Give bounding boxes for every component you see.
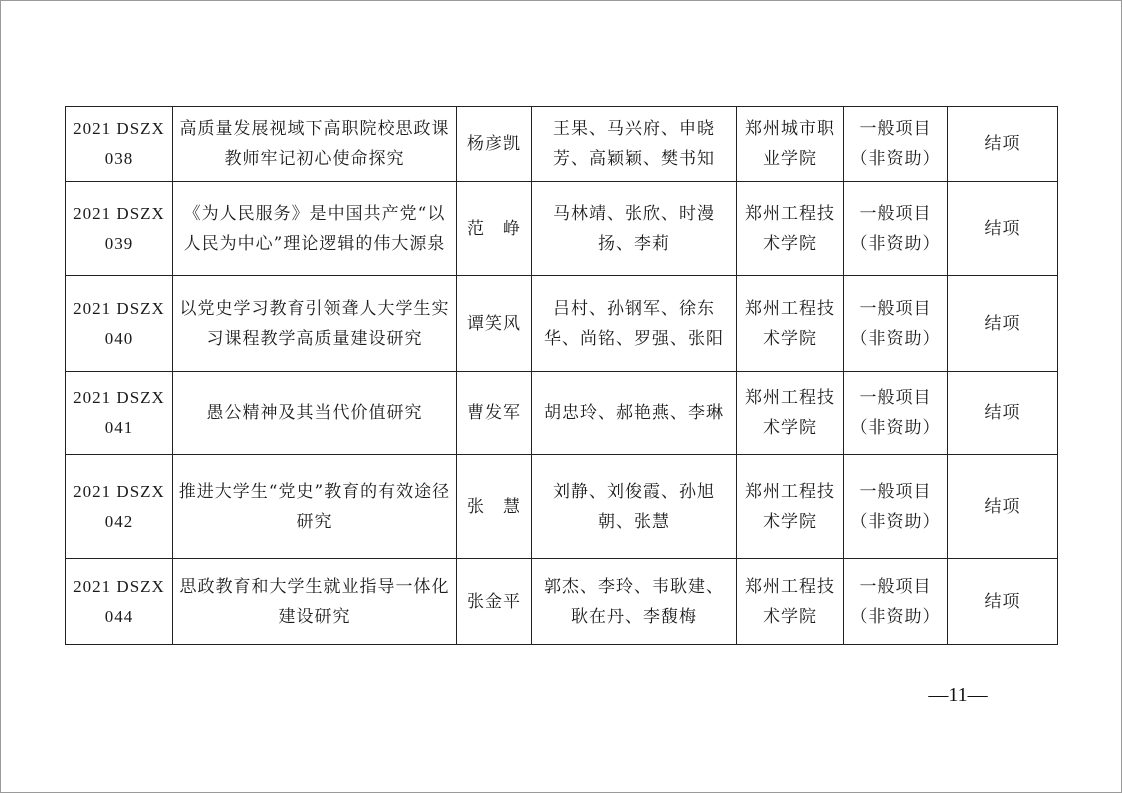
project-members-cell: 郭杰、李玲、韦耿建、耿在丹、李馥梅 bbox=[532, 559, 737, 645]
project-status-cell: 结项 bbox=[948, 372, 1058, 455]
table-row bbox=[66, 372, 1058, 455]
project-members-cell: 王果、马兴府、申晓芳、高颖颖、樊书知 bbox=[532, 107, 737, 182]
project-institution-cell: 郑州城市职业学院 bbox=[737, 107, 844, 182]
project-id-cell: 2021 DSZX 042 bbox=[66, 455, 173, 559]
project-title-cell: 《为人民服务》是中国共产党“以人民为中心”理论逻辑的伟大源泉 bbox=[173, 182, 457, 276]
project-members-cell: 刘静、刘俊霞、孙旭朝、张慧 bbox=[532, 455, 737, 559]
page-number: —11— bbox=[928, 684, 988, 706]
project-institution-cell: 郑州工程技术学院 bbox=[737, 559, 844, 645]
project-institution-cell: 郑州工程技术学院 bbox=[737, 455, 844, 559]
project-leader-cell: 张金平 bbox=[457, 559, 532, 645]
table-row bbox=[66, 276, 1058, 372]
project-leader-cell: 曹发军 bbox=[457, 372, 532, 455]
table-row bbox=[66, 182, 1058, 276]
table-row bbox=[66, 107, 1058, 182]
project-status-cell: 结项 bbox=[948, 107, 1058, 182]
table-row bbox=[66, 455, 1058, 559]
project-id-cell: 2021 DSZX 038 bbox=[66, 107, 173, 182]
project-title-cell: 以党史学习教育引领聋人大学生实习课程教学高质量建设研究 bbox=[173, 276, 457, 372]
project-id-cell: 2021 DSZX 044 bbox=[66, 559, 173, 645]
project-status-cell: 结项 bbox=[948, 455, 1058, 559]
project-members-cell: 马林靖、张欣、时漫扬、李莉 bbox=[532, 182, 737, 276]
project-institution-cell: 郑州工程技术学院 bbox=[737, 372, 844, 455]
project-title-cell: 高质量发展视域下高职院校思政课教师牢记初心使命探究 bbox=[173, 107, 457, 182]
table-row bbox=[66, 559, 1058, 645]
project-leader-cell: 范 峥 bbox=[457, 182, 532, 276]
project-title-cell: 思政教育和大学生就业指导一体化建设研究 bbox=[173, 559, 457, 645]
project-leader-cell: 杨彦凯 bbox=[457, 107, 532, 182]
project-members-cell: 吕村、孙钢军、徐东华、尚铭、罗强、张阳 bbox=[532, 276, 737, 372]
project-title-cell: 愚公精神及其当代价值研究 bbox=[173, 372, 457, 455]
project-category-cell: 一般项目（非资助） bbox=[844, 455, 948, 559]
project-institution-cell: 郑州工程技术学院 bbox=[737, 182, 844, 276]
project-category-cell: 一般项目（非资助） bbox=[844, 182, 948, 276]
project-id-cell: 2021 DSZX 039 bbox=[66, 182, 173, 276]
project-title-cell: 推进大学生“党史”教育的有效途径研究 bbox=[173, 455, 457, 559]
project-leader-cell: 谭笑风 bbox=[457, 276, 532, 372]
project-status-cell: 结项 bbox=[948, 559, 1058, 645]
project-institution-cell: 郑州工程技术学院 bbox=[737, 276, 844, 372]
project-id-cell: 2021 DSZX 041 bbox=[66, 372, 173, 455]
project-table bbox=[65, 106, 1058, 645]
project-id-cell: 2021 DSZX 040 bbox=[66, 276, 173, 372]
project-leader-cell: 张 慧 bbox=[457, 455, 532, 559]
project-status-cell: 结项 bbox=[948, 182, 1058, 276]
project-category-cell: 一般项目（非资助） bbox=[844, 372, 948, 455]
project-status-cell: 结项 bbox=[948, 276, 1058, 372]
project-category-cell: 一般项目（非资助） bbox=[844, 107, 948, 182]
project-category-cell: 一般项目（非资助） bbox=[844, 559, 948, 645]
project-category-cell: 一般项目（非资助） bbox=[844, 276, 948, 372]
project-members-cell: 胡忠玲、郝艳燕、李琳 bbox=[532, 372, 737, 455]
table-body bbox=[66, 107, 1058, 645]
